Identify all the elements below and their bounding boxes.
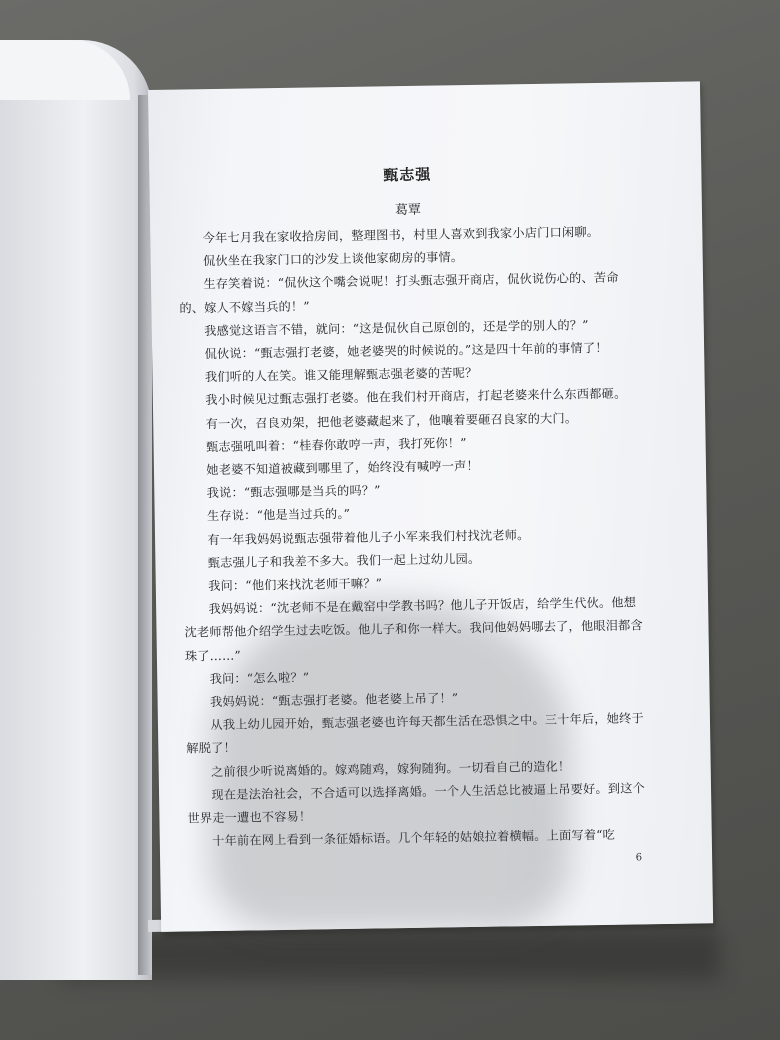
paragraph: 甄志强吼叫着：“桂春你敢哼一声，我打死你！” xyxy=(205,435,467,454)
paragraph: 我问：“怎么啦？” xyxy=(209,670,310,686)
paragraph: 侃伙说：“甄志强打老婆，她老婆哭的时候说的。”这是四十年前的事情了！ xyxy=(204,340,608,362)
paragraph: 生存笑着说：“侃伙这个嘴会说呢！打头甄志强开商店，侃伙说伤心的、苦命的、嫁人不嫁当兵的！” xyxy=(179,271,619,316)
paragraph: 有一次，召良劝架，把他老婆藏起来了，他嚷着要砸召良家的大门。 xyxy=(205,410,578,431)
paragraph: 我妈妈说：“沈老师不是在戴窑中学教书吗？他儿子开饭店，给学生代伙。他想沈老师帮他介绍学生过去吃饭。他儿子和你一样大。我问他妈妈哪去了，他眼泪都含珠了……” xyxy=(184,595,643,664)
paragraph: 我们听的人在笑。谁又能理解甄志强老婆的苦呢？ xyxy=(204,366,478,385)
left-page-stack xyxy=(0,40,152,980)
paragraph: 她老婆不知道被藏到哪里了，始终没有喊哼一声！ xyxy=(206,458,479,478)
paragraph: 甄志强儿子和我差不多大。我们一起上过幼儿园。 xyxy=(207,551,481,570)
paragraph: 我感觉这语言不错，就问：“这是侃伙自己原创的，还是学的别人的？” xyxy=(204,317,589,338)
hand-shadow xyxy=(210,600,570,930)
paragraph: 生存说：“他是当过兵的。” xyxy=(206,507,351,524)
paragraph: 我问：“他们来找沈老师干嘛？” xyxy=(208,576,383,594)
paragraph: 侃伙坐在我家门口的沙发上谈他家砌房的事情。 xyxy=(202,250,464,269)
paragraph: 我妈妈说：“甄志强打老婆。他老婆上吊了！” xyxy=(209,691,459,710)
paragraph: 现在是法治社会，不合适可以选择离婚。一个人生活总比被逼上吊要好。到这个世界走一遭也不容易！ xyxy=(187,781,646,826)
paragraph: 今年七月我在家收拾房间，整理图书，村里人喜欢到我家小店门口闲聊。 xyxy=(202,224,600,246)
book-shadow xyxy=(60,930,720,980)
document-author: 葛覃 xyxy=(394,202,422,219)
document-title: 甄志强 xyxy=(383,165,432,185)
paragraph: 我说：“甄志强哪是当兵的吗？” xyxy=(206,483,381,501)
paragraph: 我小时候见过甄志强打老婆。他在我们村开商店，打起老婆来什么东西都砸。 xyxy=(205,386,627,408)
paragraph: 之前很少听说离婚的。嫁鸡随鸡，嫁狗随狗。一切看自己的造化！ xyxy=(210,759,571,779)
page-number: 6 xyxy=(635,852,643,864)
paragraph: 有一年我妈妈说甄志强带着他儿子小军来我们村找沈老师。 xyxy=(207,527,530,547)
paragraph: 从我上幼儿园开始，甄志强老婆也许每天都生活在恐惧之中。三十年后，她终于解脱了！ xyxy=(186,711,644,756)
paragraph: 十年前在网上看到一条征婚标语。几个年轻的姑娘拉着横幅。上面写着“吃 xyxy=(212,828,616,849)
